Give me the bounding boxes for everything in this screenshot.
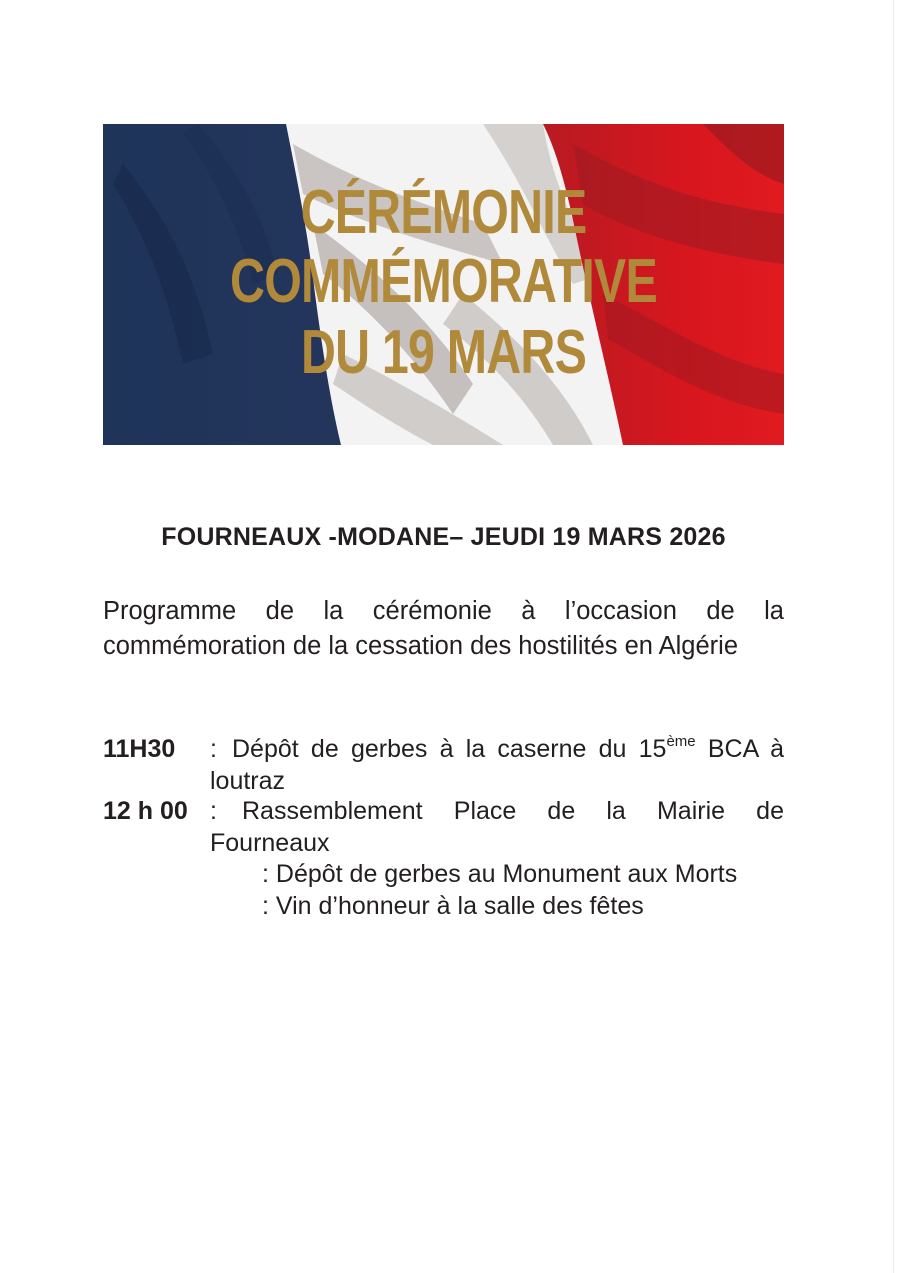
banner-image (103, 124, 784, 445)
intro-paragraph (103, 594, 784, 664)
schedule-sub-item: : Vin d’honneur à la salle des fêtes (262, 892, 644, 920)
schedule-text-before: Dépôt de gerbes à la caserne du 15 (232, 735, 667, 763)
banner-title-line-1: CÉRÉMONIE (300, 178, 587, 247)
schedule-separator: : (210, 797, 217, 825)
banner-title-line-3: DU 19 MARS (300, 318, 587, 387)
schedule-time: 12 h 00 (103, 797, 188, 825)
banner-title-line-2: COMMÉMORATIVE (230, 247, 657, 316)
schedule-superscript: ème (666, 733, 696, 750)
scan-edge-line (893, 0, 894, 1273)
schedule-description: Rassemblement Place de la Mairie de Fourneaux (210, 797, 784, 857)
schedule-text-after: BCA à loutraz (210, 735, 784, 795)
event-location-date: FOURNEAUX -MODANE– JEUDI 19 MARS 2026 (161, 523, 726, 551)
schedule-time: 11H30 (103, 735, 176, 763)
schedule-description (210, 733, 784, 797)
schedule-sub-item: : Dépôt de gerbes au Monument aux Morts (262, 860, 738, 888)
schedule-separator: : (210, 735, 217, 763)
intro-text: Programme de la cérémonie à l’occasion de la commémoration de la cessation des hostilités en Algérie (103, 597, 784, 660)
